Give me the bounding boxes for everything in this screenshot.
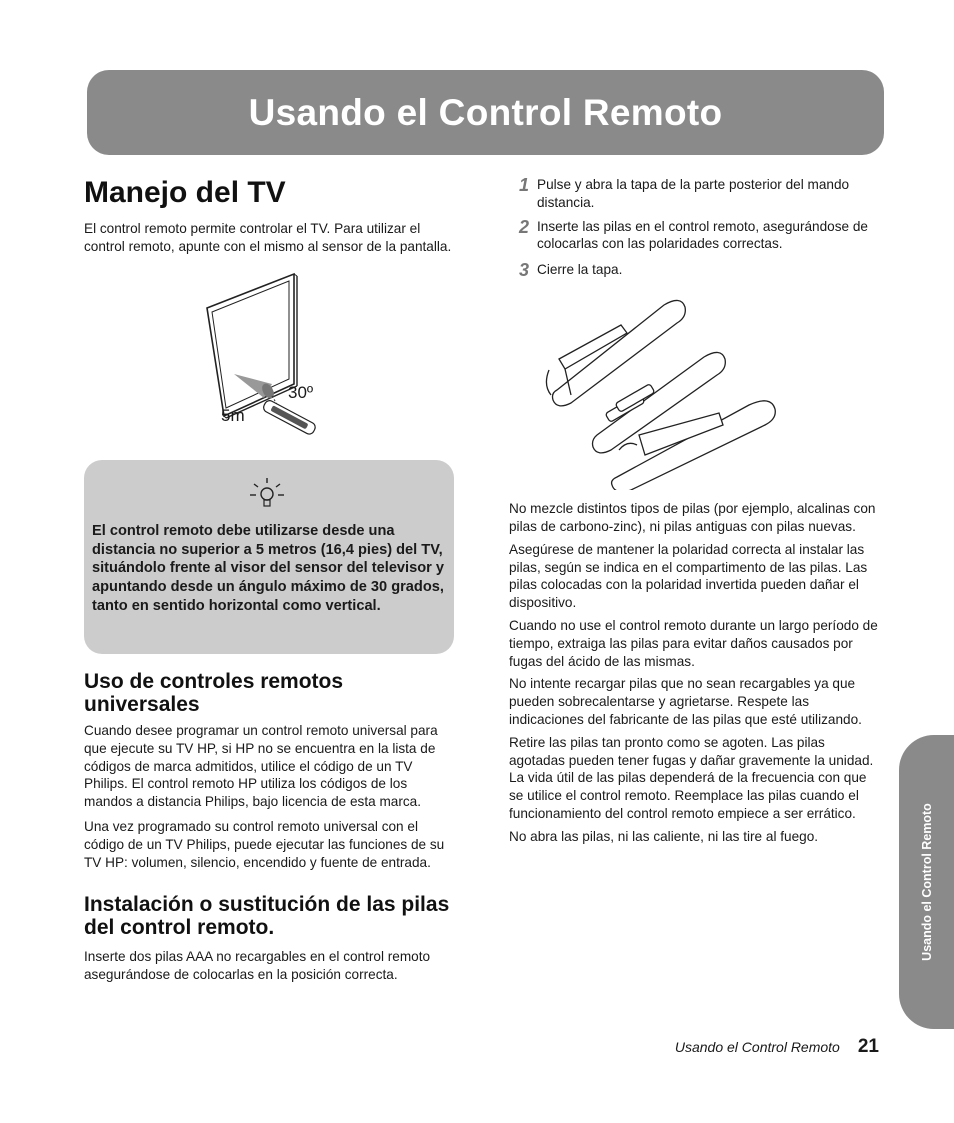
universal-section [84,670,454,984]
note-paragraph: Asegúrese de mantener la polaridad correcta al instalar las pilas, según se indica en el compartimento de las pilas. Las pilas colocadas con la polaridad invertida pueden dañar el dispositivo. [509,541,868,611]
step-number: 3 [519,260,530,281]
step-text: Cierre la tapa. [537,262,623,278]
distance-label: 5m [221,406,245,425]
universal-heading: Uso de controles remotos universales [84,670,344,716]
chapter-title: Usando el Control Remoto [248,91,723,133]
lightbulb-icon [247,476,287,514]
chapter-banner [87,70,884,155]
note-paragraph: Retire las pilas tan pronto como se agoten. Las pilas agotadas pueden tener fugas y dañar gravemente la unidad. La vida útil de las pilas dependerá de la frecuencia con que se utilice el control remoto. Reemplace las pilas cuando el funcionamiento del control remoto empiece a ser errático. [509,734,874,821]
note-paragraph: No abra las pilas, ni las caliente, ni las tire al fuego. [509,828,819,844]
step-2 [509,218,879,254]
tip-text: El control remoto debe utilizarse desde una distancia no superior a 5 metros (16,4 pies) del TV, situándolo frente al visor del sensor del televisor y apuntando desde un ángulo máximo de 30 grados, tanto en sentido horizontal como vertical. [92,523,444,614]
step-text: Pulse y abra la tapa de la parte posterior del mando distancia. [537,177,850,210]
side-tab-label: Usando el Control Remoto [920,803,934,961]
step-text: Inserte las pilas en el control remoto, asegurándose de colocarlas con las polaridades correctas. [537,218,868,252]
page-number: 21 [857,1036,879,1057]
section-heading-tv: Manejo del TV [84,176,286,209]
intro-paragraph: El control remoto permite controlar el TV. Para utilizar el control remoto, apunte con el mismo al sensor de la pantalla. [84,221,452,254]
batteries-paragraph: Inserte dos pilas AAA no recargables en el control remoto asegurándose de colocarlas en la posición correcta. [84,949,431,983]
battery-installation-illustration [509,285,879,490]
left-column [84,176,454,436]
page-footer [675,1036,879,1058]
battery-notes [509,500,879,845]
note-paragraph: No mezcle distintos tipos de pilas (por ejemplo, alcalinas con pilas de carbono-zinc), ni pilas antiguas con pilas nuevas. [509,501,876,534]
batteries-heading: Instalación o sustitución de las pilas del control remoto. [84,893,450,940]
note-paragraph: No intente recargar pilas que no sean recargables ya que pueden sobrecalentarse y agrietarse. Respete las indicaciones del fabricante de las pilas que esté utilizando. [509,676,862,727]
universal-paragraph-2: Una vez programado su control remoto universal con el código de un TV Philips, puede ejecutar las funciones de su TV HP: volumen, silencio, encendido y fuente de entrada. [84,818,445,870]
right-column [509,176,879,846]
tv-remote-illustration [84,266,454,436]
step-1 [509,176,879,212]
angle-label: 30º [288,383,314,402]
step-number: 2 [519,216,530,237]
step-number: 1 [519,175,530,195]
tip-box [84,460,454,654]
step-3 [509,261,879,279]
footer-title: Usando el Control Remoto [674,1039,840,1055]
note-paragraph: Cuando no use el control remoto durante un largo período de tiempo, extraiga las pilas para evitar daños causados por fugas del ácido de las mismas. [509,617,878,669]
universal-paragraph-1: Cuando desee programar un control remoto universal para que ejecute su TV HP, si HP no se encuentra en la lista de códigos de marca admitidos, utilice el código de un TV Philips. El control remoto HP utiliza los códigos de los mandos a distancia Philips, bajo licencia de esta marca. [84,723,438,810]
side-tab [899,735,954,1029]
